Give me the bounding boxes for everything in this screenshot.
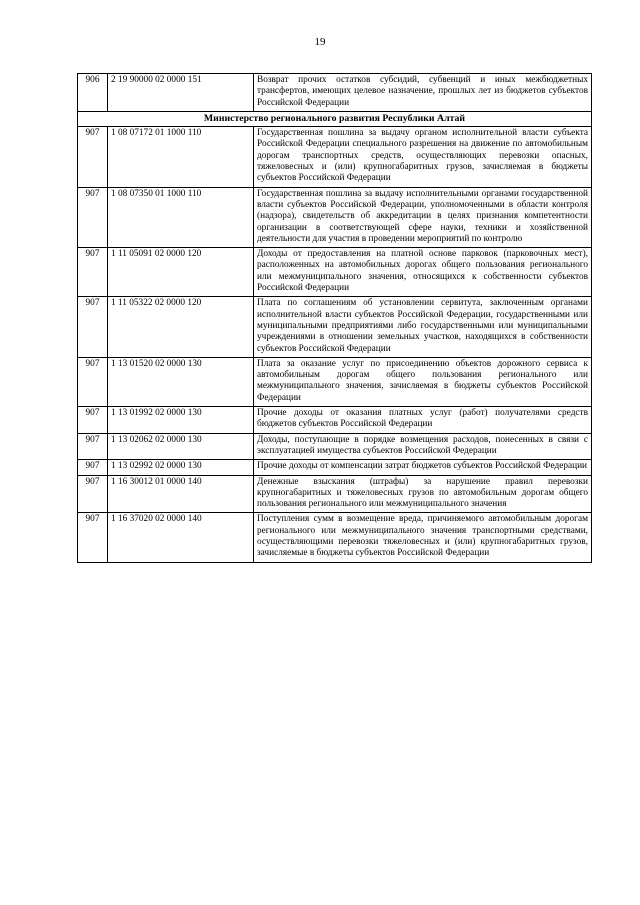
income-name-cell: Плата за оказание услуг по присоединению объектов дорожного сервиса к автомобильным дорогам общего пользования регионального или межмуниципального значения, зачисляемая в бюджеты субъектов Российской Федерации: [254, 357, 592, 406]
budget-code-cell: 1 13 01992 02 0000 130: [108, 407, 254, 434]
table-row: [78, 475, 592, 513]
table-row: [78, 297, 592, 357]
table-row: [78, 127, 592, 187]
admin-code-cell: 907: [78, 433, 108, 460]
table-row: [78, 407, 592, 434]
table-row: [78, 187, 592, 247]
admin-code-cell: 907: [78, 475, 108, 513]
budget-code-cell: 1 13 01520 02 0000 130: [108, 357, 254, 406]
budget-code-cell: 1 13 02062 02 0000 130: [108, 433, 254, 460]
admin-code-cell: 907: [78, 187, 108, 247]
table-row: [78, 248, 592, 297]
admin-code-cell: 907: [78, 407, 108, 434]
income-name-cell: Доходы, поступающие в порядке возмещения расходов, понесенных в связи с эксплуатацией имущества субъектов Российской Федерации: [254, 433, 592, 460]
table-row: [78, 433, 592, 460]
budget-code-cell: 1 16 37020 02 0000 140: [108, 513, 254, 562]
admin-code-cell: 907: [78, 297, 108, 357]
table-row: [78, 460, 592, 475]
admin-code-cell: 907: [78, 248, 108, 297]
admin-code-cell: 906: [78, 74, 108, 112]
table-body: [78, 74, 592, 563]
budget-code-cell: 1 11 05091 02 0000 120: [108, 248, 254, 297]
budget-code-cell: 1 16 30012 01 0000 140: [108, 475, 254, 513]
budget-code-cell: 1 13 02992 02 0000 130: [108, 460, 254, 475]
income-name-cell: Прочие доходы от оказания платных услуг (работ) получателями средств бюджетов субъектов Российской Федерации: [254, 407, 592, 434]
section-title: Министерство регионального развития Республики Алтай: [78, 111, 592, 126]
admin-code-cell: 907: [78, 357, 108, 406]
page-number: 19: [314, 36, 326, 48]
table-row: [78, 74, 592, 112]
table-row: [78, 513, 592, 562]
budget-code-cell: 1 11 05322 02 0000 120: [108, 297, 254, 357]
income-name-cell: Плата по соглашениям об установлении сервитута, заключенным органами исполнительной власти субъектов Российской Федерации, государственными или муниципальными предприятиями либо государственными или муниципальными учреждениями в отношении земельных участков, находящихся в собственности субъектов Российской Федерации: [254, 297, 592, 357]
income-name-cell: Прочие доходы от компенсации затрат бюджетов субъектов Российской Федерации: [254, 460, 592, 475]
income-name-cell: Государственная пошлина за выдачу исполнительными органами государственной власти субъектов Российской Федерации, уполномоченными в области контроля (надзора), свидетельств об аккредитации в целях признания компетентности организации в соответствующей сфере науки, техники и хозяйственной деятельности для участия в проведении мероприятий по контролю: [254, 187, 592, 247]
admin-code-cell: 907: [78, 513, 108, 562]
income-name-cell: Денежные взыскания (штрафы) за нарушение правил перевозки крупногабаритных и тяжеловесных грузов по автомобильным дорогам общего пользования регионального или межмуниципального значения: [254, 475, 592, 513]
admin-code-cell: 907: [78, 127, 108, 187]
budget-code-cell: 2 19 90000 02 0000 151: [108, 74, 254, 112]
section-header-row: [78, 111, 592, 126]
income-name-cell: Возврат прочих остатков субсидий, субвенций и иных межбюджетных трансфертов, имеющих целевое назначение, прошлых лет из бюджетов субъектов Российской Федерации: [254, 74, 592, 112]
budget-code-cell: 1 08 07172 01 1000 110: [108, 127, 254, 187]
income-name-cell: Государственная пошлина за выдачу органом исполнительной власти субъекта Российской Федерации специального разрешения на движение по автомобильным дорогам транспортных средств, осуществляющих перевозки опасных, тяжеловесных и (или) крупногабаритных грузов, зачисляемая в бюджеты субъектов Российской Федерации: [254, 127, 592, 187]
budget-code-cell: 1 08 07350 01 1000 110: [108, 187, 254, 247]
admin-code-cell: 907: [78, 460, 108, 475]
budget-classification-table: [77, 73, 592, 563]
income-name-cell: Доходы от предоставления на платной основе парковок (парковочных мест), расположенных на автомобильных дорогах общего пользования регионального или межмуниципального значения, относящихся к собственности субъектов Российской Федерации: [254, 248, 592, 297]
income-name-cell: Поступления сумм в возмещение вреда, причиняемого автомобильным дорогам регионального или межмуниципального значения транспортными средствами, осуществляющими перевозки тяжеловесных и (или) крупногабаритных грузов, зачисляемые в бюджеты субъектов Российской Федерации: [254, 513, 592, 562]
table-row: [78, 357, 592, 406]
